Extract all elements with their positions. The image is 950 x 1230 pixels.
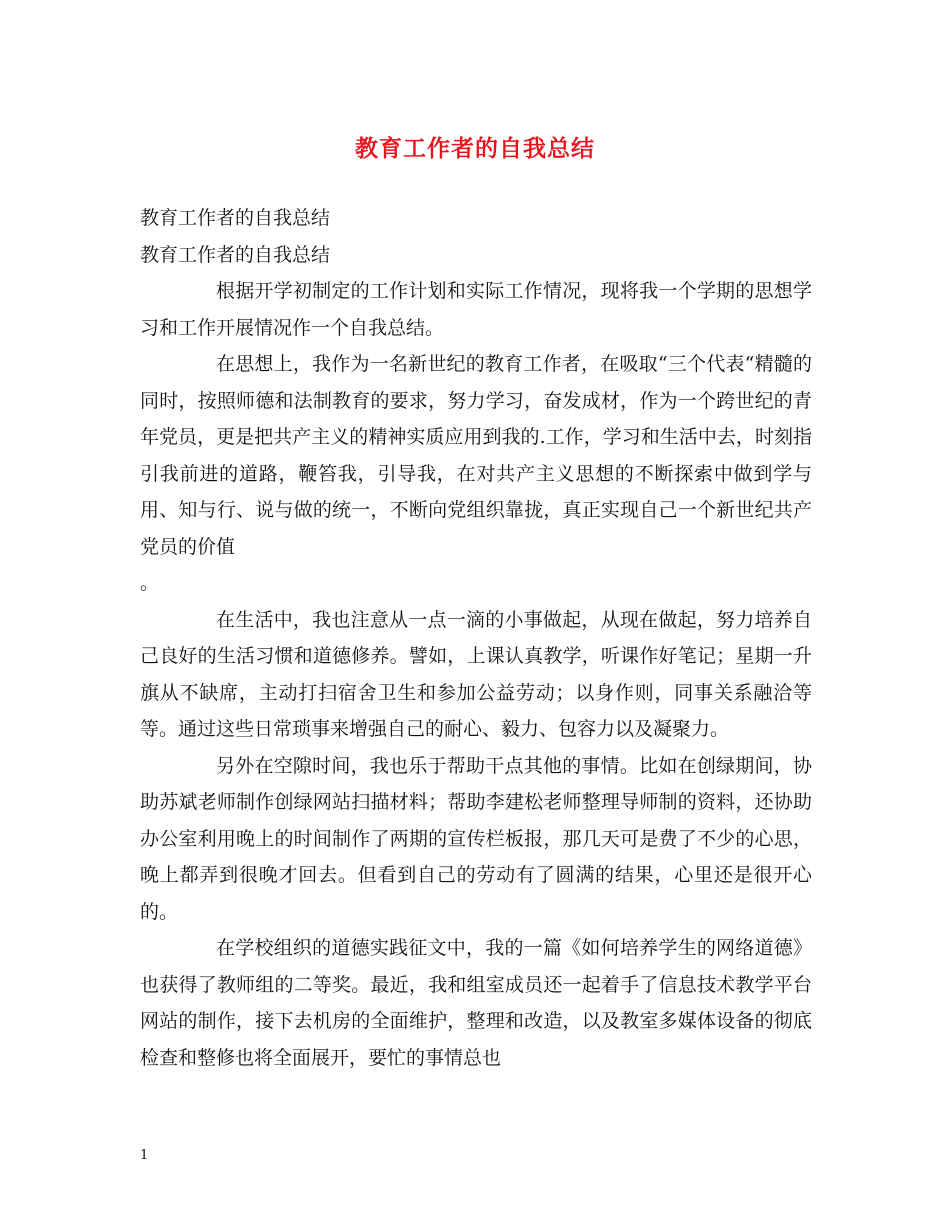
paragraph: 另外在空隙时间，我也乐于帮助干点其他的事情。比如在创绿期间，协助苏斌老师制作创绿网站扫描材料；帮助李建松老师整理导师制的资料，还协助办公室利用晚上的时间制作了两期的宣传栏板报，那几天可是费了不少的心思，晚上都弄到很晚才回去。但看到自己的劳动有了圆满的结果，心里还是很开心的。 (140, 754, 812, 923)
page-number: 1 (140, 1148, 149, 1163)
document-body (140, 200, 812, 1076)
paragraph: 根据开学初制定的工作计划和实际工作情况，现将我一个学期的思想学习和工作开展情况作一个自我总结。 (140, 280, 812, 339)
subtitle-line: 教育工作者的自我总结 (140, 207, 331, 229)
document-title: 教育工作者的自我总结 (355, 135, 595, 162)
subtitle-line: 教育工作者的自我总结 (140, 243, 331, 266)
paragraph: 在思想上，我作为一名新世纪的教育工作者，在吸取“三个代表“精髓的同时，按照师德和法制教育的要求，努力学习，奋发成材，作为一个跨世纪的青年党员，更是把共产主义的精神实质应用到我的.工作，学习和生活中去，时刻指引我前进的道路，鞭笞我，引导我，在对共产主义思想的不断探索中做到学与用、知与行、说与做的统一，不断向党组织靠拢，真正实现自己一个新世纪共产党员的价值 (140, 353, 812, 558)
paragraph: 在生活中，我也注意从一点一滴的小事做起，从现在做起，努力培养自己良好的生活习惯和道德修养。譬如，上课认真教学，听课作好笔记；星期一升旗从不缺席，主动打扫宿舍卫生和参加公益劳动；以身作则，同事关系融洽等等。通过这些日常琐事来增强自己的耐心、毅力、包容力以及凝聚力。 (140, 608, 812, 740)
orphan-punctuation: 。 (140, 572, 160, 594)
paragraph: 在学校组织的道德实践征文中，我的一篇《如何培养学生的网络道德》也获得了教师组的二等奖。最近，我和组室成员还一起着手了信息技术教学平台网站的制作，接下去机房的全面维护，整理和改造，以及教室多媒体设备的彻底检查和整修也将全面展开，要忙的事情总也 (140, 937, 812, 1069)
